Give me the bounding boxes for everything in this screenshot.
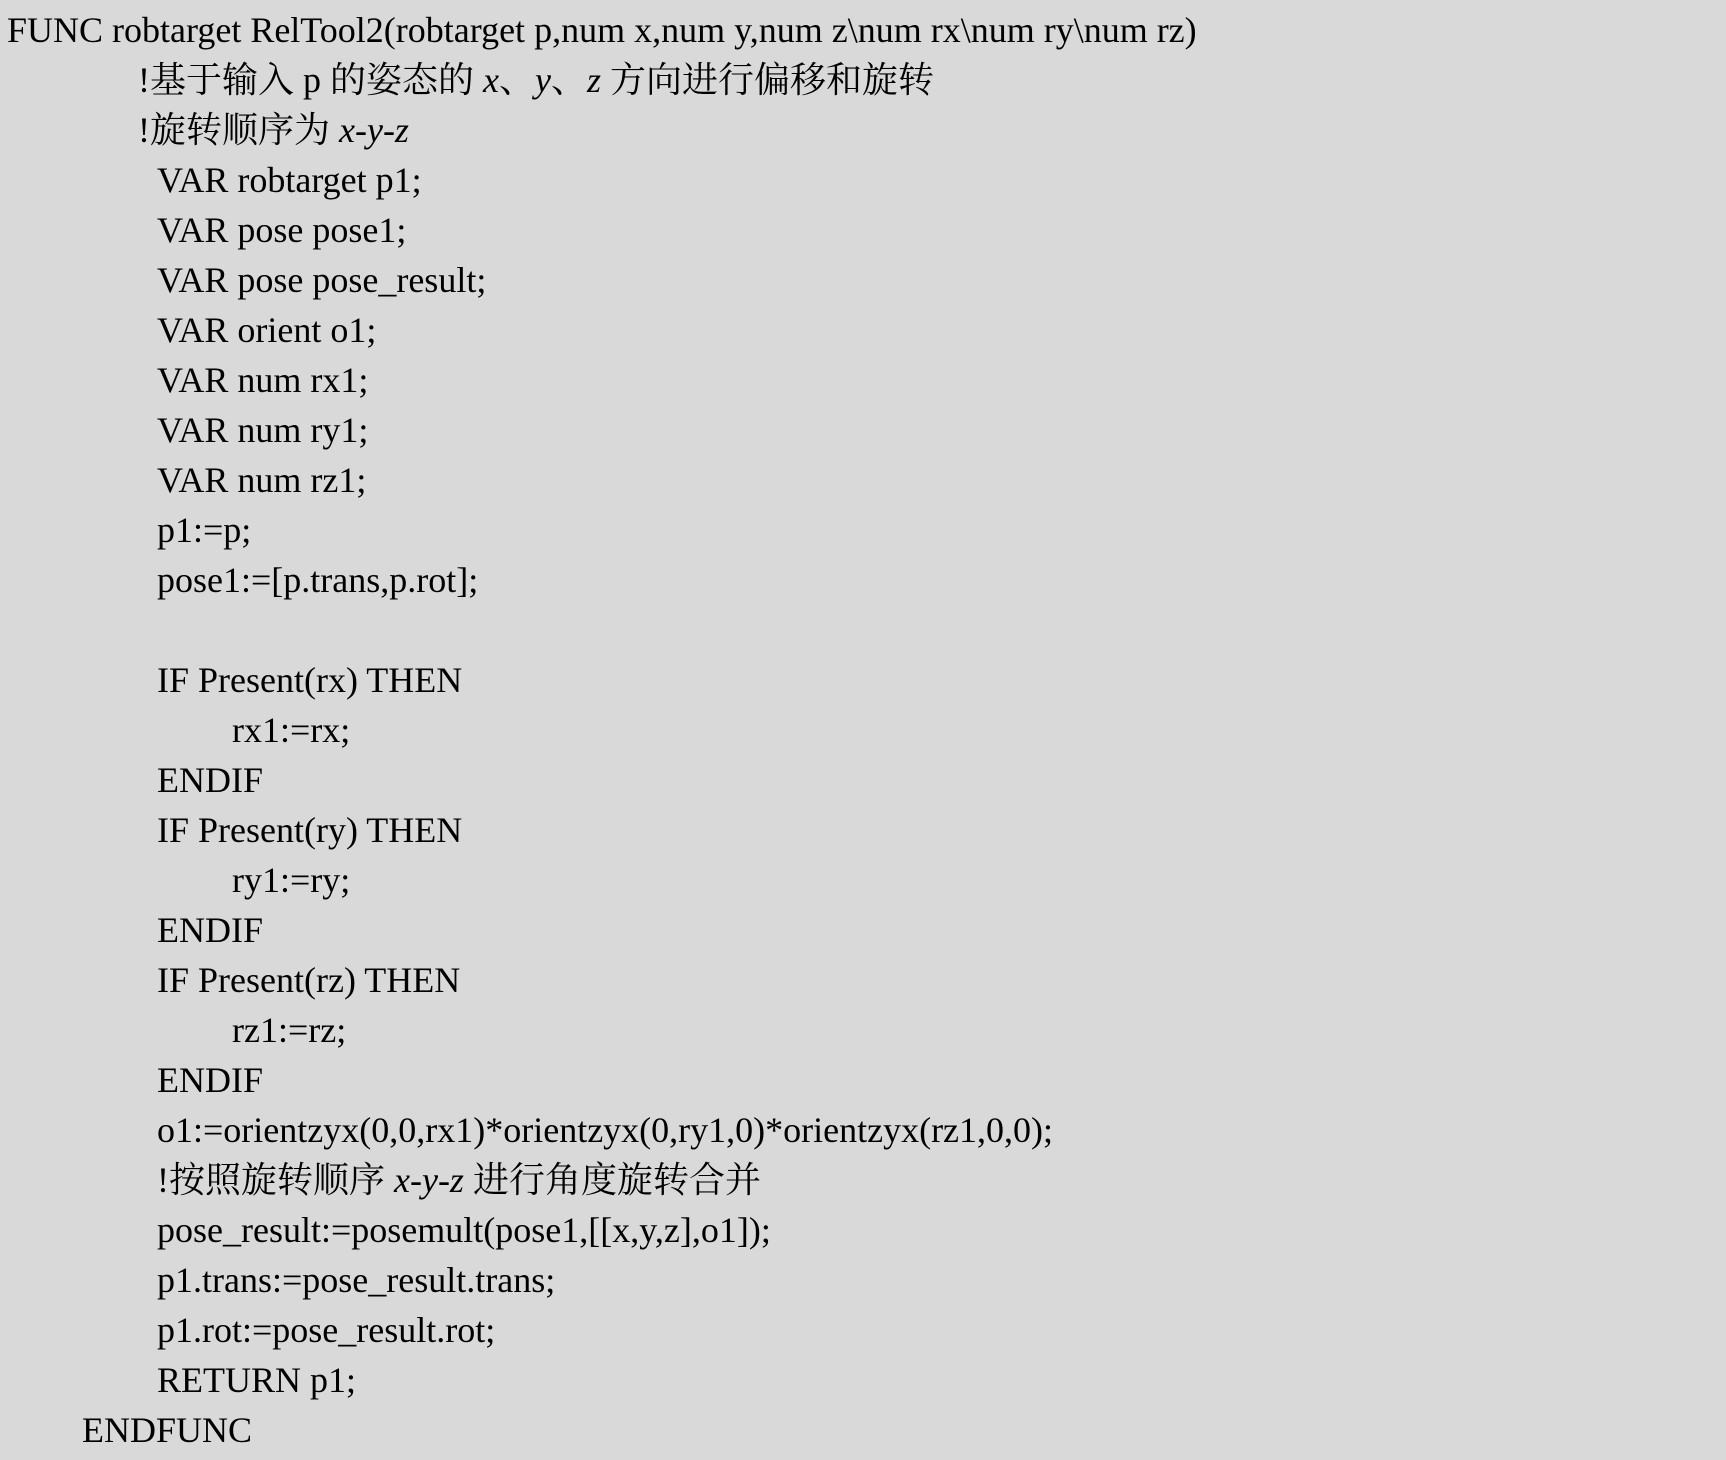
code-line — [0, 110, 1726, 160]
code-text-segment: VAR orient o1; — [157, 310, 377, 350]
code-line — [0, 310, 1726, 360]
code-text-segment: IF Present(ry) THEN — [157, 810, 463, 850]
code-text-segment: p1.rot:=pose_result.rot; — [157, 1310, 496, 1350]
code-line — [0, 1310, 1726, 1360]
code-text-segment: 、 — [498, 60, 535, 100]
code-italic-segment: z — [587, 60, 602, 100]
code-text-segment: rx1:=rx; — [232, 710, 351, 750]
code-line — [0, 960, 1726, 1010]
code-line — [0, 710, 1726, 760]
code-line — [0, 1010, 1726, 1060]
code-line — [0, 660, 1726, 710]
code-text-segment: ENDIF — [157, 760, 263, 800]
code-line — [0, 260, 1726, 310]
code-text-segment: p1:=p; — [157, 510, 252, 550]
code-line — [0, 510, 1726, 560]
code-line — [0, 10, 1726, 60]
code-line — [0, 910, 1726, 960]
code-text-segment: 方向进行偏移和旋转 — [601, 60, 935, 100]
code-line — [0, 210, 1726, 260]
code-line — [0, 1160, 1726, 1210]
code-text-segment: !旋转顺序为 — [138, 110, 339, 150]
code-line — [0, 560, 1726, 610]
code-line — [0, 460, 1726, 510]
code-text-segment: !基于输入 p 的姿态的 — [138, 60, 483, 100]
code-line — [0, 860, 1726, 910]
code-italic-segment: x-y-z — [339, 110, 409, 150]
code-line — [0, 160, 1726, 210]
code-line — [0, 60, 1726, 110]
code-text-segment: 进行角度旋转合并 — [463, 1160, 761, 1200]
code-text-segment: ENDIF — [157, 1060, 263, 1100]
code-text-segment: VAR num rx1; — [157, 360, 369, 400]
code-text-segment: FUNC robtarget RelTool2(robtarget p,num x,num y,num z\num rx\num ry\num rz) — [7, 10, 1197, 50]
code-italic-segment: y — [535, 60, 551, 100]
code-text-segment: VAR num rz1; — [157, 460, 367, 500]
code-line — [0, 760, 1726, 810]
code-line — [0, 1260, 1726, 1310]
code-line — [0, 1210, 1726, 1260]
code-line — [0, 810, 1726, 860]
code-text-segment: VAR num ry1; — [157, 410, 369, 450]
code-text-segment: ry1:=ry; — [232, 860, 351, 900]
code-text-segment: VAR robtarget p1; — [157, 160, 422, 200]
code-text-segment: pose1:=[p.trans,p.rot]; — [157, 560, 479, 600]
code-line — [0, 360, 1726, 410]
code-text-segment: VAR pose pose1; — [157, 210, 407, 250]
code-text-segment: RETURN p1; — [157, 1360, 357, 1400]
code-line — [0, 410, 1726, 460]
code-line — [0, 1410, 1726, 1460]
code-text-segment: !按照旋转顺序 — [157, 1160, 394, 1200]
code-text-segment: rz1:=rz; — [232, 1010, 347, 1050]
code-line — [0, 610, 1726, 660]
code-text-segment: p1.trans:=pose_result.trans; — [157, 1260, 556, 1300]
code-line — [0, 1110, 1726, 1160]
code-text-segment: VAR pose pose_result; — [157, 260, 487, 300]
code-text-segment: IF Present(rz) THEN — [157, 960, 461, 1000]
code-text-segment: o1:=orientzyx(0,0,rx1)*orientzyx(0,ry1,0)*orientzyx(rz1,0,0); — [157, 1110, 1054, 1150]
code-text-segment: ENDFUNC — [82, 1410, 253, 1450]
code-italic-segment: x-y-z — [394, 1160, 464, 1200]
code-line — [0, 1060, 1726, 1110]
code-line — [0, 1360, 1726, 1410]
code-text-segment: pose_result:=posemult(pose1,[[x,y,z],o1]); — [157, 1210, 771, 1250]
code-italic-segment: x — [483, 60, 499, 100]
code-text-segment: IF Present(rx) THEN — [157, 660, 463, 700]
code-text-segment: ENDIF — [157, 910, 263, 950]
code-text-segment: 、 — [550, 60, 587, 100]
